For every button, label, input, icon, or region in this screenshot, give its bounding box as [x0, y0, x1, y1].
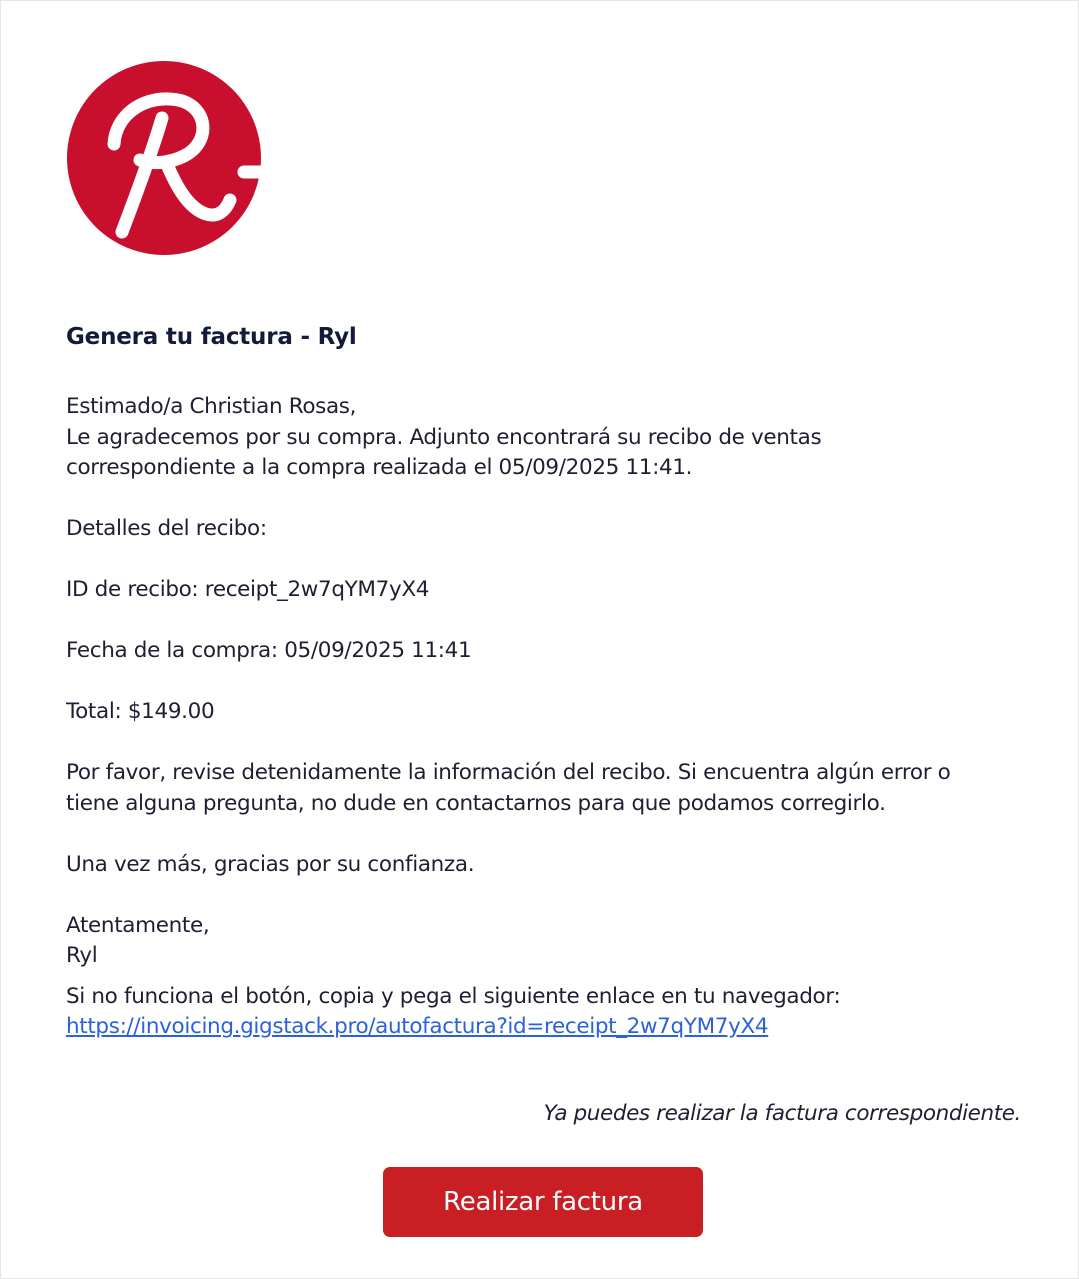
fallback-text: Si no funciona el botón, copia y pega el siguiente enlace en tu navegador:: [66, 983, 841, 1009]
greeting: Estimado/a Christian Rosas,: [66, 394, 357, 419]
details-heading: Detalles del recibo:: [66, 516, 267, 541]
signature: Ryl: [66, 943, 98, 968]
page-title: Genera tu factura - Ryl: [66, 324, 357, 350]
total-amount: Total: $149.00: [66, 699, 215, 724]
ryl-logo-icon: [66, 60, 262, 256]
thanks-text: Una vez más, gracias por su confianza.: [66, 851, 475, 877]
closing-text: Atentamente,: [66, 912, 210, 938]
fallback-link[interactable]: https://invoicing.gigstack.pro/autofactura?id=receipt_2w7qYM7yX4: [66, 1014, 769, 1039]
realizar-factura-button[interactable]: Realizar factura: [383, 1167, 703, 1237]
receipt-id: ID de recibo: receipt_2w7qYM7yX4: [66, 577, 430, 602]
intro-line-2: correspondiente a la compra realizada el 05/09/2025 11:41.: [66, 455, 693, 480]
purchase-date: Fecha de la compra: 05/09/2025 11:41: [66, 638, 472, 663]
email-body: [66, 318, 1026, 1043]
cta-note: Ya puedes realizar la factura correspondiente.: [543, 1101, 1021, 1126]
intro-line-1: Le agradecemos por su compra. Adjunto encontrará su recibo de ventas: [66, 424, 822, 450]
review-line-1: Por favor, revise detenidamente la información del recibo. Si encuentra algún error o: [66, 760, 951, 785]
review-line-2: tiene alguna pregunta, no dude en contactarnos para que podamos corregirlo.: [66, 790, 886, 816]
